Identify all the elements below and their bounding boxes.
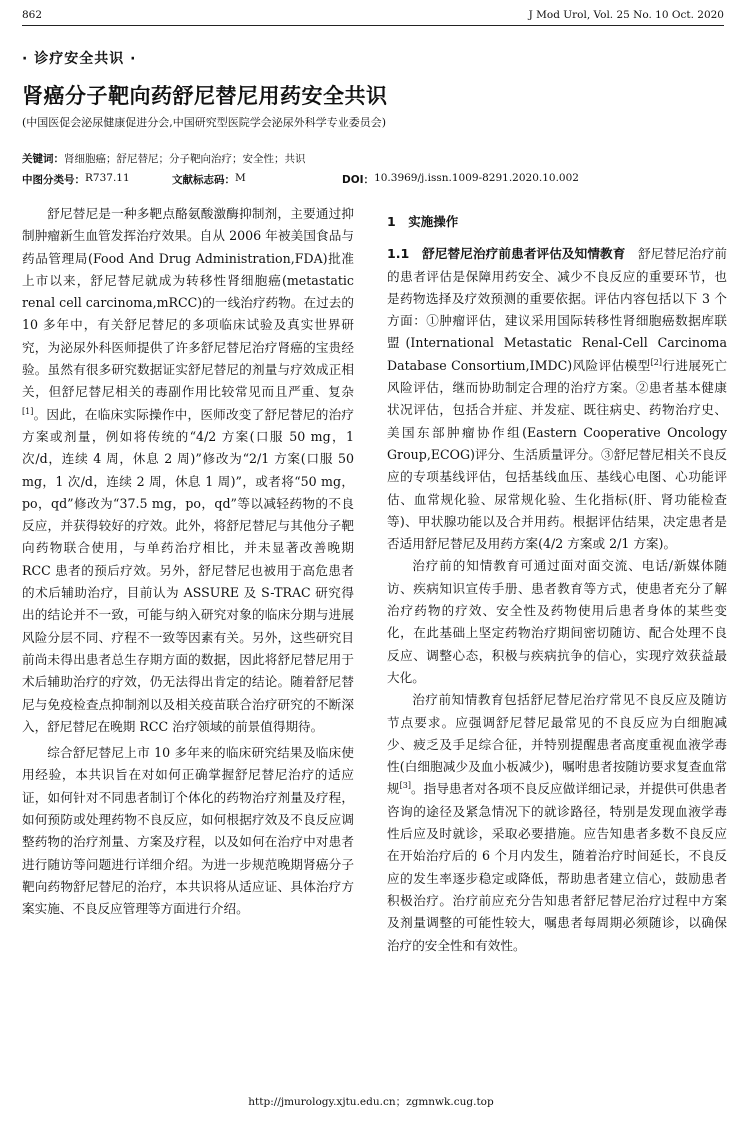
page-number: 862 [22,9,43,21]
text-run: 舒尼替尼是一种多靶点酪氨酸激酶抑制剂，主要通过抑制肿瘤新生血管发挥治疗效果。自从 2006 年被美国食品与药品管理局(Food And Drug Administration,FDA)批准上市以来，舒尼替尼就成为转移性肾细胞癌(metastatic renal cell carcinoma,mRCC)的一线治疗药物。在过去的 10 多年中，有关舒尼替尼的多项临床试验及真实世界研究，为泌尿外科医师提供了许多舒尼替尼治疗肾癌的宝贵经验。虽然有很多研究数据证实舒尼替尼的剂量与疗效成正相关，但舒尼替尼相关的毒副作用比较常见而且严重、复杂 [22,206,354,400]
subsection-1-1 [387,243,727,555]
keywords-label: 关键词： [22,153,64,165]
adverse-reaction-paragraph [387,689,727,957]
section-label: · 诊疗安全共识 · [22,51,137,67]
left-column [22,203,354,921]
intro-paragraph-2: 综合舒尼替尼上市 10 多年来的临床研究结果及临床使用经验，本共识旨在对如何正确掌握舒尼替尼治疗的适应证，如何针对不同患者制订个体化的药物治疗剂量及疗程，如何预防或处理药物不良反应，如何根据疗效及不良反应调整药物的治疗剂量、方案及疗程，以及如何在治疗中对患者进行随访等问题进行详细介绍。为进一步规范晚期肾癌分子靶向药物舒尼替尼的治疗，本共识将从适应证、具体治疗方案实施、不良反应管理等方面进行介绍。 [22,745,354,917]
text-run: 治疗前知情教育包括舒尼替尼治疗常见不良反应及随访节点要求。应强调舒尼替尼最常见的不良反应为白细胞减少、疲乏及手足综合征，并特别提醒患者高度重视血液学毒性(白细胞减少及血小板减少)，嘱咐患者按随访要求复查血常规 [387,692,727,797]
running-header [22,9,724,26]
reference-3[interactable]: [3] [399,781,411,791]
author-affiliation: (中国医促会泌尿健康促进分会,中国研究型医院学会泌尿外科学专业委员会) [22,116,387,129]
intro-paragraph-1 [22,203,354,738]
subsection-heading: 1.1 舒尼替尼治疗前患者评估及知情教育 [387,246,626,262]
education-paragraph: 治疗前的知情教育可通过面对面交流、电话/新媒体随访、疾病知识宣传手册、患者教育等方式，使患者充分了解治疗药物的疗效、安全性及药物使用后患者身体的某些变化，在此基础上坚定药物治疗期间密切随访、配合处理不良反应、调整心态，积极与疾病抗争的信心，实现疗效获益最大化。 [387,558,727,685]
doi-value: 10.3969/j.issn.1009-8291.2020.10.002 [374,172,579,184]
footer-urls[interactable]: http://jmurology.xjtu.edu.cn；zgmnwk.cug.top [248,1096,494,1108]
doc-code-label: 文献标志码： [172,174,235,186]
clc-value: R737.11 [85,172,130,184]
journal-citation: J Mod Urol, Vol. 25 No. 10 Oct. 2020 [528,9,724,21]
reference-1[interactable]: [1] [22,406,34,416]
keywords-text: 肾细胞癌；舒尼替尼；分子靶向治疗；安全性；共识 [64,153,306,165]
right-column [387,203,727,957]
doc-code-value: M [235,172,246,184]
text-run: 。因此，在临床实际操作中，医师改变了舒尼替尼的治疗方案或剂量，例如将传统的“4/2 方案(口服 50 mg，1 次/d，连续 4 周，休息 2 周)”修改为“2/1 方案(口服 50 mg，1 次/d，连续 2 周，休息 1 周)”，或者将“50 mg，po，qd”修改为“37.5 mg，po，qd”等以减轻药物的不良反应，并获得较好的疗效。此外，将舒尼替尼与其他分子靶向药物联合使用，与单药治疗相比，并未显著改善晚期 RCC 患者的预后疗效。另外，舒尼替尼也被用于高危患者的术后辅助治疗，目前认为 ASSURE 及 S-TRAC 研究得出的结论并不一致，可能与纳入研究对象的临床分期与进展风险分层不同、疗程不一致等因素有关。另外，这些研究目前尚未得出患者总生存期方面的数据，因此将舒尼替尼用于术后辅助治疗的疗效，仍无法得出肯定的结论。随着舒尼替尼与免疫检查点抑制剂以及相关疫苗联合治疗研究的不断深入，舒尼替尼在晚期 RCC 治疗领域的前景值得期待。 [22,406,354,734]
text-run: 行进展死亡风险评估，继而协助制定合理的治疗方案。②患者基本健康状况评估，包括合并症、并发症、既往病史、药物治疗史、美国东部肿瘤协作组(Eastern Cooperative Oncology Group,ECOG)评分、生活质量评分。③舒尼替尼相关不良反应的专项基线评估，包括基线血压、基线心电图、心功能评估、血常规化验、尿常规化验、生化指标(肝、肾功能检查等)、甲状腺功能以及合并用药。根据评估结果，决定患者是否适用舒尼替尼及用药方案(4/2 方案或 2/1 方案)。 [387,357,728,552]
doi-label: DOI： [342,174,375,186]
article-title: 肾癌分子靶向药舒尼替尼用药安全共识 [22,84,388,108]
section-heading-1: 1 实施操作 [387,214,459,229]
clc-label: 中图分类号： [22,174,85,186]
text-run: 。指导患者对各项不良反应做详细记录，并提供可供患者咨询的途径及紧急情况下的就诊路径，特别是发现血液学毒性后应及时就诊，采取必要措施。应告知患者多数不良反应在开始治疗后的 6 个月内发生，随着治疗时间延长，不良反应的发生率逐步稳定或降低，帮助患者建立信心，鼓励患者积极治疗。治疗前应充分告知患者舒尼替尼治疗过程中方案及剂量调整的可能性较大，嘱患者每周期必须随诊，以确保治疗的安全性和有效性。 [387,781,727,953]
reference-2[interactable]: [2] [650,357,662,367]
keywords-line [22,151,306,166]
text-run: 舒尼替尼治疗前的患者评估是保障用药安全、减少不良反应的重要环节，也是药物选择及疗效预测的重要依据。评估内容包括以下 3 个方面：①肿瘤评估，建议采用国际转移性肾细胞癌数据库联盟(International Metastatic Renal-Cell Carcinoma Database Consortium,IMDC)风险评估模型 [387,246,728,373]
